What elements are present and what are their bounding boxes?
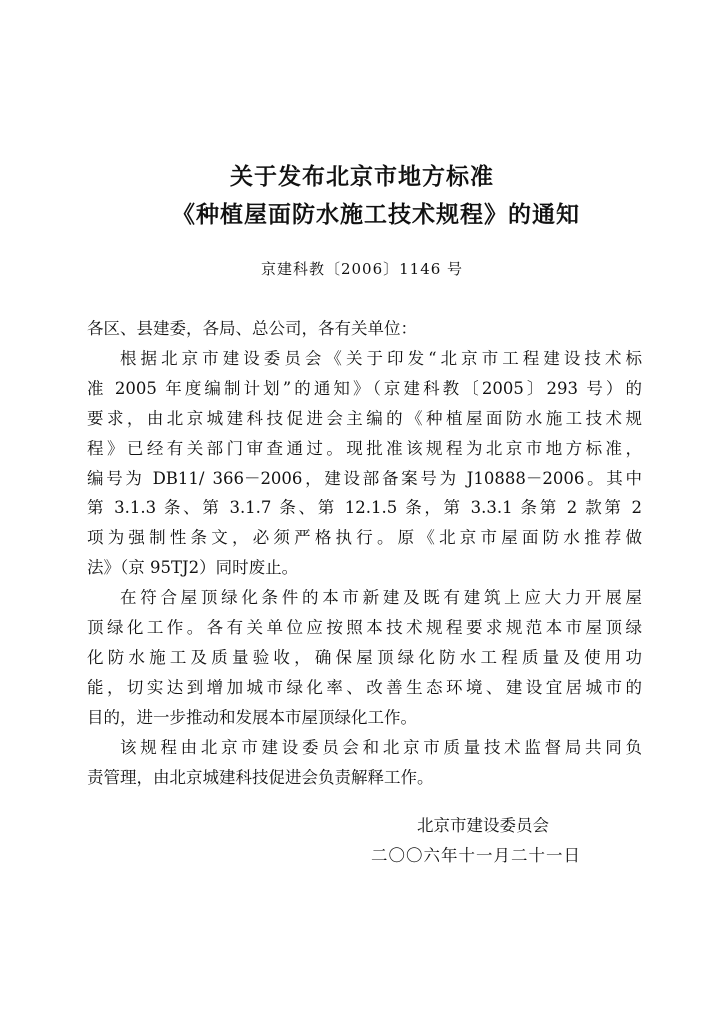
paragraph-1-line-2: 准 2005 年度编制计划”的通知》（京建科教〔2005〕293 号）的 xyxy=(87,379,642,398)
paragraph-3-line-1: 该规程由北京市建设委员会和北京市质量技术监督局共同负 xyxy=(120,738,642,757)
paragraph-3-line-2: 责管理，由北京城建科技促进会负责解释工作。 xyxy=(87,768,434,787)
paragraph-1-line-3: 要求，由北京城建科技促进会主编的《种植屋面防水施工技术规 xyxy=(87,409,642,428)
paragraph-1-line-5: 编号为 DB11/ 366－2006，建设部备案号为 J10888－2006。其中 xyxy=(87,469,642,488)
paragraph-2-line-5: 目的，进一步推动和发展本市屋顶绿化工作。 xyxy=(87,708,417,727)
paragraph-1-line-4: 程》已经有关部门审查通过。现批准该规程为北京市地方标准， xyxy=(87,439,642,458)
paragraph-1-line-8: 法》（京 95TJ2）同时废止。 xyxy=(87,558,299,577)
document-number: 京建科教〔2006〕1146 号 xyxy=(260,260,464,278)
title-line-1: 关于发布北京市地方标准 xyxy=(230,164,494,190)
paragraph-2-line-1: 在符合屋顶绿化条件的本市新建及既有建筑上应大力开展屋 xyxy=(120,588,642,607)
paragraph-2-line-4: 能，切实达到增加城市绿化率、改善生态环境、建设宜居城市的 xyxy=(87,678,642,697)
paragraph-2-line-2: 顶绿化工作。各有关单位应按照本技术规程要求规范本市屋顶绿 xyxy=(87,618,642,637)
paragraph-2-line-3: 化防水施工及质量验收，确保屋顶绿化防水工程质量及使用功 xyxy=(87,648,642,667)
paragraph-1-line-6: 第 3.1.3 条、第 3.1.7 条、第 12.1.5 条，第 3.3.1 条第 2 款第 2 xyxy=(87,498,642,517)
signature-organization: 北京市建设委员会 xyxy=(417,816,549,835)
paragraph-1-line-1: 根据北京市建设委员会《关于印发“北京市工程建设技术标 xyxy=(120,349,642,368)
salutation: 各区、县建委，各局、总公司，各有关单位： xyxy=(87,319,417,338)
signature-date: 二〇〇六年十一月二十一日 xyxy=(371,846,581,865)
paragraph-1-line-7: 项为强制性条文，必须严格执行。原《北京市屋面防水推荐做 xyxy=(87,528,642,547)
title-line-2: 《种植屋面防水施工技术规程》的通知 xyxy=(172,202,580,228)
